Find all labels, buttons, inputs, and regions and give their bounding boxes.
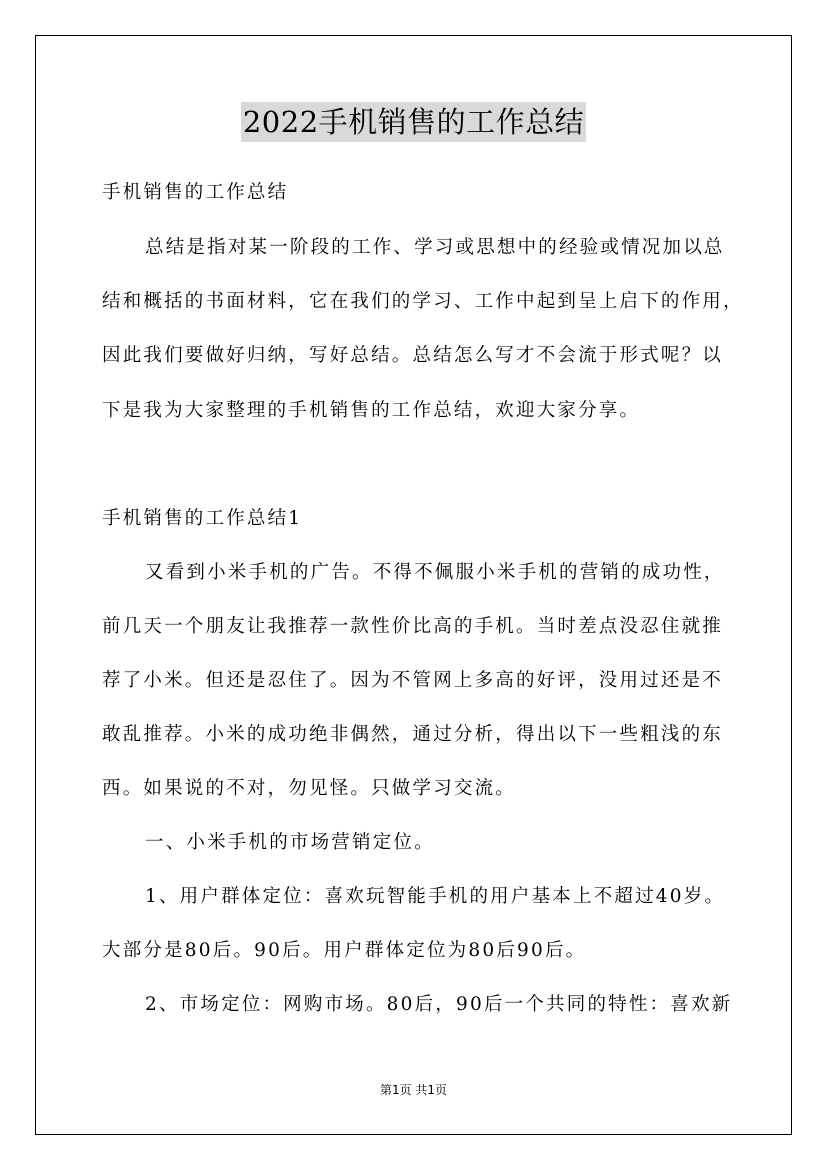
paragraph-line: 总结是指对某一阶段的工作、学习或思想中的经验或情况加以总 — [145, 237, 725, 258]
paragraph-line: 因此我们要做好归纳，写好总结。总结怎么写才不会流于形式呢？以 — [102, 345, 724, 366]
paragraph-line: 大部分是80后。90后。用户群体定位为80后90后。 — [102, 940, 587, 961]
paragraph-line: 西。如果说的不对，勿见怪。只做学习交流。 — [102, 778, 517, 799]
paragraph-line: 下是我为大家整理的手机销售的工作总结，欢迎大家分享。 — [102, 400, 641, 421]
page-footer: 第1页 共1页 — [379, 1083, 448, 1097]
paragraph-line: 结和概括的书面材料，它在我们的学习、工作中起到呈上启下的作用， — [102, 291, 744, 312]
paragraph-line: 一、小米手机的市场营销定位。 — [145, 832, 435, 853]
paragraph-line: 敢乱推荐。小米的成功绝非偶然，通过分析，得出以下一些粗浅的东 — [102, 724, 724, 745]
subtitle: 手机销售的工作总结 — [102, 182, 289, 203]
document-title: 2022手机销售的工作总结 — [241, 102, 586, 142]
paragraph-line: 荐了小米。但还是忍住了。因为不管网上多高的好评，没用过还是不 — [102, 670, 724, 691]
paragraph-line: 前几天一个朋友让我推荐一款性价比高的手机。当时差点没忍住就推 — [102, 616, 724, 637]
paragraph-line: 又看到小米手机的广告。不得不佩服小米手机的营销的成功性， — [145, 562, 725, 583]
paragraph-line: 1、用户群体定位：喜欢玩智能手机的用户基本上不超过40岁。 — [145, 886, 726, 907]
paragraph-line: 2、市场定位：网购市场。80后，90后一个共同的特性：喜欢新 — [145, 994, 733, 1015]
section-heading: 手机销售的工作总结1 — [102, 508, 303, 529]
